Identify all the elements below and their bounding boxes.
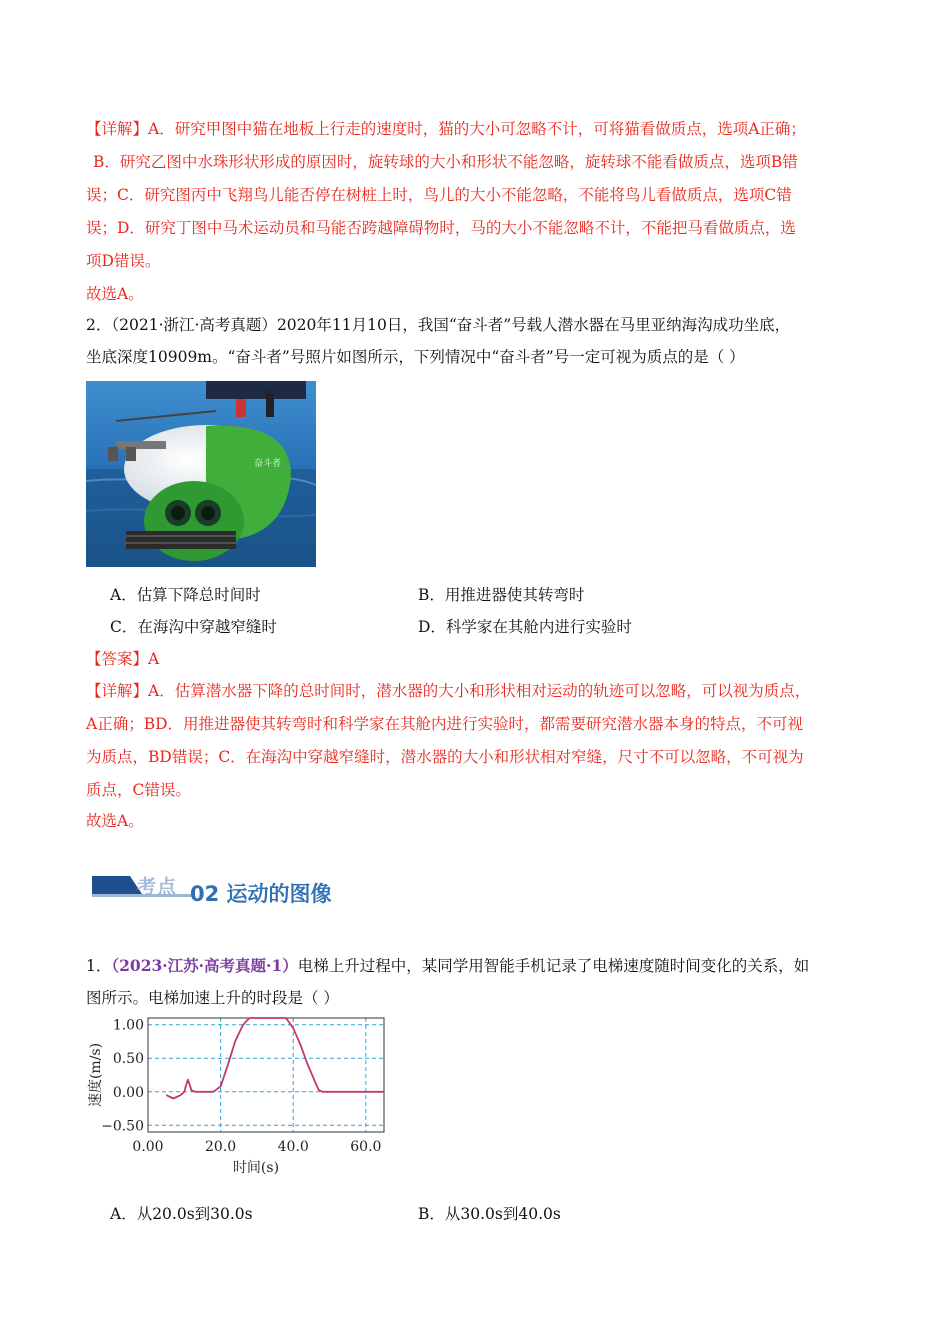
q2-stem-line-1 <box>86 314 790 336</box>
q2-source: （2021·浙江·高考真题） <box>111 316 277 334</box>
explain-line-4: 误；D．研究丁图中马术运动员和马能否跨越障碍物时，马的大小不能忽略不计，不能把马看做质点，选 <box>86 219 796 237</box>
x-tick-label: 20.0 <box>205 1139 237 1155</box>
x-tick-label: 60.0 <box>350 1139 382 1155</box>
x-tick-label: 40.0 <box>277 1139 309 1155</box>
q3-number: 1． <box>86 957 112 975</box>
y-tick-label: 0.00 <box>112 1084 144 1101</box>
q2-stem-line-2: 坐底深度10909m。“奋斗者”号照片如图所示，下列情况中“奋斗者”号一定可视为质点的是（ ） <box>86 348 745 366</box>
y-tick-label: 0.50 <box>112 1051 144 1068</box>
q2-option-d: D．科学家在其舱内进行实验时 <box>418 618 632 636</box>
section-label: 考点 <box>137 876 178 898</box>
q2-explain-line-3: 为质点，BD错误；C．在海沟中穿越窄缝时，潜水器的大小和形状相对窄缝，尺寸不可以忽略，不可视为 <box>86 748 804 766</box>
q3-text-1: 电梯上升过程中，某同学用智能手机记录了电梯速度随时间变化的关系，如 <box>297 957 810 975</box>
q2-number: 2． <box>86 316 112 334</box>
q3-option-a: A．从20.0s到30.0s <box>110 1205 253 1223</box>
explain-choose: 故选A。 <box>86 285 144 303</box>
q2-option-b: B．用推进器使其转弯时 <box>418 586 585 604</box>
submersible-photo <box>86 381 316 567</box>
q2-explain-line-4: 质点，C错误。 <box>86 781 191 799</box>
y-axis-label: 速度(m/s) <box>88 1042 104 1108</box>
plot-frame <box>148 1018 384 1132</box>
q2-answer: 【答案】A <box>86 650 160 668</box>
x-axis-label: 时间(s) <box>232 1160 280 1176</box>
q2-explain-line-2: A正确；BD．用推进器使其转弯时和科学家在其舱内进行实验时，都需要研究潜水器本身的特点，不可视 <box>86 715 804 733</box>
explain-line-5: 项D错误。 <box>86 252 161 270</box>
explain-line-3: 误；C．研究图丙中飞翔鸟儿能否停在树桩上时，鸟儿的大小不能忽略，不能将鸟儿看做质点，选项C错 <box>86 186 792 204</box>
q2-explain-line-1: 【详解】A．估算潜水器下降的总时间时，潜水器的大小和形状相对运动的轨迹可以忽略，可以视为质点， <box>86 682 811 700</box>
q3-option-b: B．从30.0s到40.0s <box>418 1205 561 1223</box>
velocity-time-chart <box>86 1010 396 1184</box>
y-tick-label: 1.00 <box>112 1017 144 1034</box>
explain-line-2: B．研究乙图中水珠形状形成的原因时，旋转球的大小和形状不能忽略，旋转球不能看做质点，选项B错 <box>93 153 798 171</box>
section-title: 02 运动的图像 <box>190 882 332 906</box>
y-tick-label: −0.50 <box>101 1118 144 1135</box>
svg-text:奋斗者: 奋斗者 <box>254 459 282 469</box>
q2-text-1: 2020年11月10日，我国“奋斗者”号载人潜水器在马里亚纳海沟成功坐底， <box>276 316 791 334</box>
explain-line-1: 【详解】A．研究甲图中猫在地板上行走的速度时，猫的大小可忽略不计，可将猫看做质点，选项A正确； <box>86 120 806 138</box>
q2-option-a: A．估算下降总时间时 <box>110 586 261 604</box>
q2-option-c: C．在海沟中穿越窄缝时 <box>110 618 277 636</box>
q2-choose: 故选A。 <box>86 812 144 830</box>
x-tick-label: 0.00 <box>132 1139 164 1155</box>
q3-stem-line-2: 图所示。电梯加速上升的时段是（ ） <box>86 989 339 1007</box>
q3-source: （2023·江苏·高考真题·1） <box>111 956 298 975</box>
q3-stem-line-1 <box>86 955 809 977</box>
